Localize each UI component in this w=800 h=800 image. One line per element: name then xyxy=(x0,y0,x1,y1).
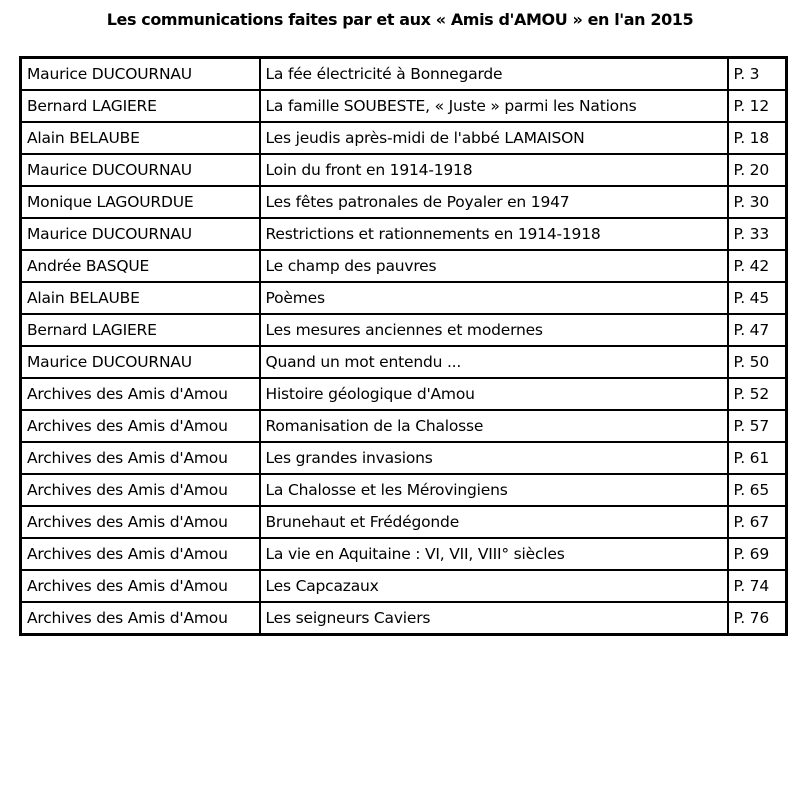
author-cell: Maurice DUCOURNAU xyxy=(21,154,260,186)
table-row xyxy=(21,410,787,442)
table-row xyxy=(21,154,787,186)
author-cell: Archives des Amis d'Amou xyxy=(21,378,260,410)
table-row xyxy=(21,250,787,282)
title-cell: Loin du front en 1914-1918 xyxy=(260,154,728,186)
table-row xyxy=(21,90,787,122)
page-cell: P. 50 xyxy=(728,346,787,378)
title-cell: Poèmes xyxy=(260,282,728,314)
author-cell: Monique LAGOURDUE xyxy=(21,186,260,218)
title-cell: Le champ des pauvres xyxy=(260,250,728,282)
table-row xyxy=(21,602,787,635)
title-cell: Les Capcazaux xyxy=(260,570,728,602)
title-cell: La fée électricité à Bonnegarde xyxy=(260,58,728,91)
author-cell: Alain BELAUBE xyxy=(21,122,260,154)
page-cell: P. 30 xyxy=(728,186,787,218)
author-cell: Maurice DUCOURNAU xyxy=(21,218,260,250)
page-cell: P. 69 xyxy=(728,538,787,570)
title-cell: Les jeudis après-midi de l'abbé LAMAISON xyxy=(260,122,728,154)
table-row xyxy=(21,314,787,346)
title-cell: Restrictions et rationnements en 1914-1918 xyxy=(260,218,728,250)
page-cell: P. 76 xyxy=(728,602,787,635)
page-cell: P. 65 xyxy=(728,474,787,506)
title-cell: Histoire géologique d'Amou xyxy=(260,378,728,410)
page-cell: P. 57 xyxy=(728,410,787,442)
author-cell: Maurice DUCOURNAU xyxy=(21,58,260,91)
author-cell: Archives des Amis d'Amou xyxy=(21,410,260,442)
author-cell: Alain BELAUBE xyxy=(21,282,260,314)
title-cell: Les mesures anciennes et modernes xyxy=(260,314,728,346)
title-cell: La vie en Aquitaine : VI, VII, VIII° siècles xyxy=(260,538,728,570)
page-cell: P. 67 xyxy=(728,506,787,538)
table-row xyxy=(21,346,787,378)
table-row xyxy=(21,378,787,410)
author-cell: Andrée BASQUE xyxy=(21,250,260,282)
table-row xyxy=(21,538,787,570)
page-cell: P. 20 xyxy=(728,154,787,186)
page-cell: P. 52 xyxy=(728,378,787,410)
page-cell: P. 18 xyxy=(728,122,787,154)
page-cell: P. 74 xyxy=(728,570,787,602)
page-cell: P. 61 xyxy=(728,442,787,474)
table-row xyxy=(21,442,787,474)
page-cell: P. 47 xyxy=(728,314,787,346)
title-cell: La famille SOUBESTE, « Juste » parmi les Nations xyxy=(260,90,728,122)
page-cell: P. 12 xyxy=(728,90,787,122)
table-row xyxy=(21,282,787,314)
table-row xyxy=(21,506,787,538)
page-cell: P. 42 xyxy=(728,250,787,282)
author-cell: Archives des Amis d'Amou xyxy=(21,538,260,570)
title-cell: Quand un mot entendu ... xyxy=(260,346,728,378)
title-cell: La Chalosse et les Mérovingiens xyxy=(260,474,728,506)
table-row xyxy=(21,474,787,506)
title-cell: Les fêtes patronales de Poyaler en 1947 xyxy=(260,186,728,218)
toc-table xyxy=(19,56,788,636)
table-row xyxy=(21,186,787,218)
author-cell: Maurice DUCOURNAU xyxy=(21,346,260,378)
author-cell: Archives des Amis d'Amou xyxy=(21,506,260,538)
toc-table-body xyxy=(21,58,787,635)
author-cell: Bernard LAGIERE xyxy=(21,90,260,122)
author-cell: Bernard LAGIERE xyxy=(21,314,260,346)
author-cell: Archives des Amis d'Amou xyxy=(21,602,260,635)
page-cell: P. 45 xyxy=(728,282,787,314)
document-title: Les communications faites par et aux « Amis d'AMOU » en l'an 2015 xyxy=(106,10,694,29)
table-row xyxy=(21,122,787,154)
title-cell: Romanisation de la Chalosse xyxy=(260,410,728,442)
author-cell: Archives des Amis d'Amou xyxy=(21,474,260,506)
page-cell: P. 3 xyxy=(728,58,787,91)
title-cell: Les grandes invasions xyxy=(260,442,728,474)
table-row xyxy=(21,570,787,602)
title-cell: Les seigneurs Caviers xyxy=(260,602,728,635)
table-row xyxy=(21,58,787,91)
page-cell: P. 33 xyxy=(728,218,787,250)
author-cell: Archives des Amis d'Amou xyxy=(21,570,260,602)
author-cell: Archives des Amis d'Amou xyxy=(21,442,260,474)
table-row xyxy=(21,218,787,250)
title-cell: Brunehaut et Frédégonde xyxy=(260,506,728,538)
